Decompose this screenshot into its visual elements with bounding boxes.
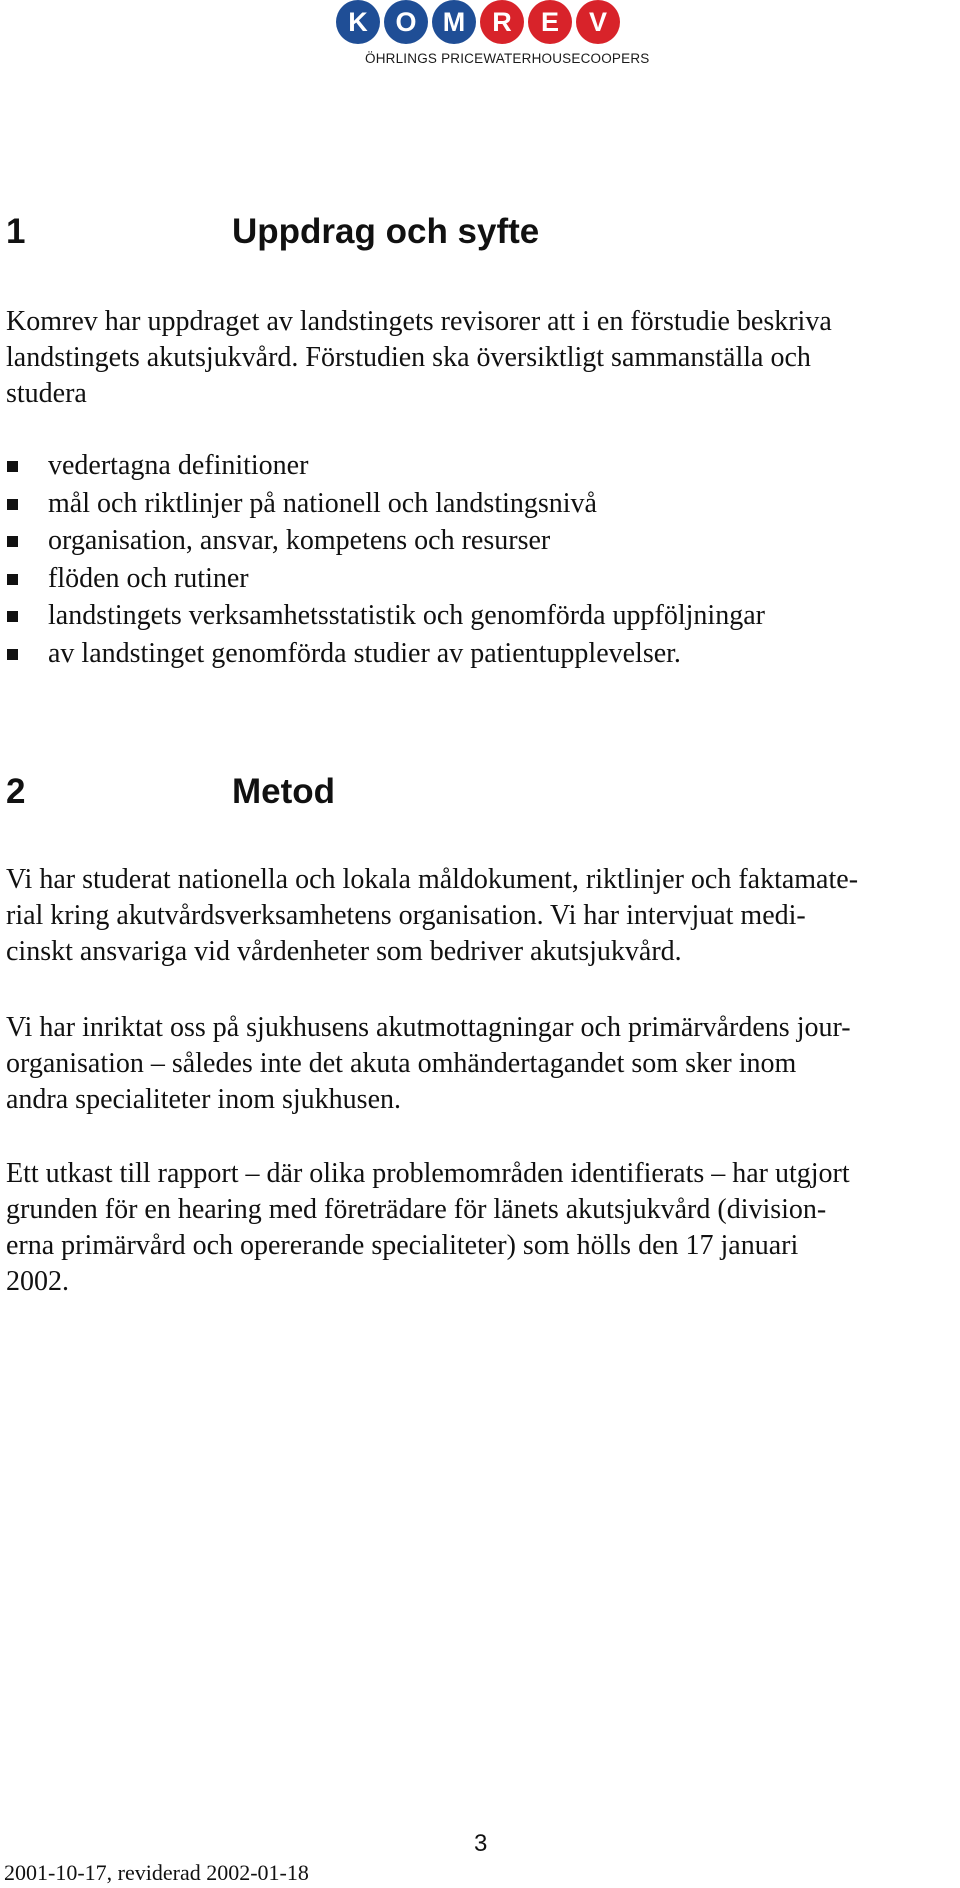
method-paragraph-1	[6, 862, 911, 970]
text-line: studera	[6, 378, 87, 409]
logo-letter: O	[384, 0, 428, 44]
text-line: Ett utkast till rapport – där olika problemområden identifierats – har utgjort	[6, 1158, 850, 1189]
text-line: landstingets akutsjukvård. Förstudien ska översiktligt sammanställa och	[6, 342, 811, 373]
logo-letter: M	[432, 0, 476, 44]
logo-letter: E	[528, 0, 572, 44]
text-line: erna primärvård och opererande specialiteter) som hölls den 17 januari	[6, 1230, 799, 1261]
bullet-square-icon	[7, 649, 18, 660]
bullet-square-icon	[7, 536, 18, 547]
logo-letter: K	[336, 0, 380, 44]
text-line: organisation – således inte det akuta omhändertagandet som sker inom	[6, 1048, 797, 1079]
list-item: flöden och rutiner	[6, 561, 765, 599]
list-item: vedertagna definitioner	[6, 448, 765, 486]
logo-subtitle: ÖHRLINGS PRICEWATERHOUSECOOPERS	[365, 51, 650, 66]
method-paragraph-3	[6, 1156, 911, 1300]
logo-letter: V	[576, 0, 620, 44]
section-title: Uppdrag och syfte	[232, 212, 540, 251]
text-line: 2002.	[6, 1266, 69, 1297]
text-line: grunden för en hearing med företrädare för länets akutsjukvård (division-	[6, 1194, 827, 1225]
bullet-square-icon	[7, 611, 18, 622]
section-number: 2	[6, 772, 26, 811]
list-item: organisation, ansvar, kompetens och resurser	[6, 523, 765, 561]
footer-date: 2001-10-17, reviderad 2002-01-18	[4, 1860, 309, 1885]
bullet-square-icon	[7, 499, 18, 510]
bullet-square-icon	[7, 461, 18, 472]
method-paragraph-2	[6, 1010, 911, 1118]
page-number: 3	[474, 1830, 488, 1857]
list-item: mål och riktlinjer på nationell och landstingsnivå	[6, 486, 765, 524]
bullet-square-icon	[7, 574, 18, 585]
text-line: andra specialiteter inom sjukhusen.	[6, 1084, 401, 1115]
text-line: Komrev har uppdraget av landstingets revisorer att i en förstudie beskriva	[6, 306, 832, 337]
logo-letter: R	[480, 0, 524, 44]
section-number: 1	[6, 212, 26, 251]
list-item: landstingets verksamhetsstatistik och genomförda uppföljningar	[6, 598, 765, 636]
komrev-logo	[336, 0, 650, 70]
section-1-intro	[6, 304, 911, 412]
section-2-heading	[6, 772, 335, 812]
text-line: Vi har inriktat oss på sjukhusens akutmottagningar och primärvårdens jour-	[6, 1012, 851, 1043]
text-line: Vi har studerat nationella och lokala måldokument, riktlinjer och faktamate-	[6, 864, 859, 895]
text-line: cinskt ansvariga vid vårdenheter som bedriver akutsjukvård.	[6, 936, 682, 967]
scope-bullet-list	[6, 448, 765, 673]
list-item: av landstinget genomförda studier av patientupplevelser.	[6, 636, 765, 674]
text-line: rial kring akutvårdsverksamhetens organisation. Vi har intervjuat medi-	[6, 900, 806, 931]
section-title: Metod	[232, 772, 336, 811]
section-1-heading	[6, 212, 539, 252]
